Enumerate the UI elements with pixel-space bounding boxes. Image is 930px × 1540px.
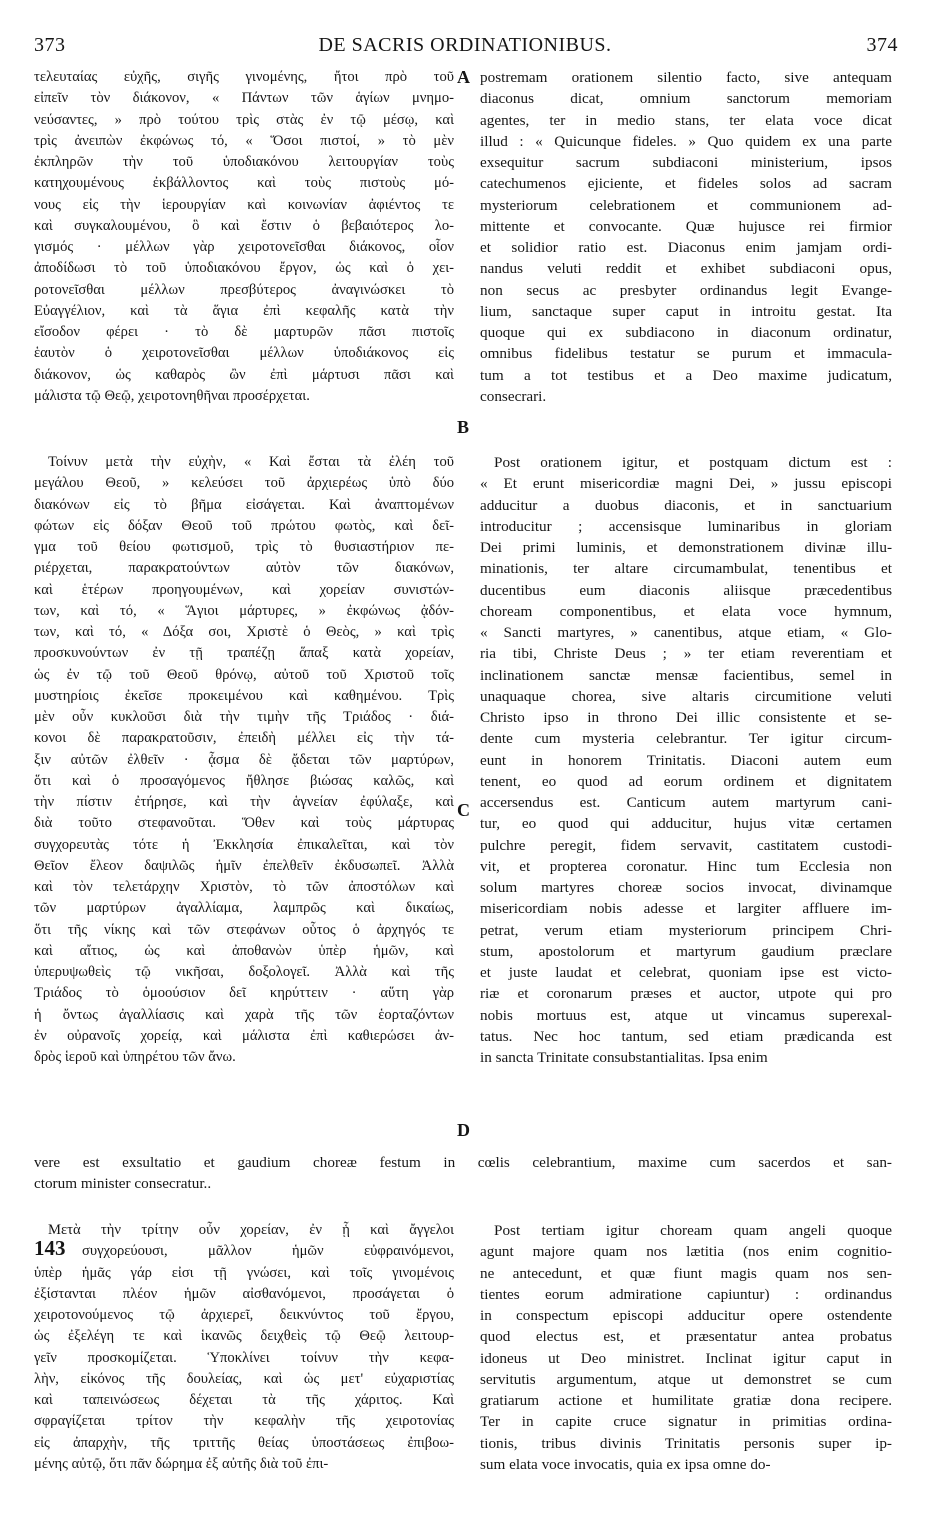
text-line: κατηχουμένους ἐκβάλλοντος καὶ τοὺς πιστοὺς μό-	[34, 175, 454, 192]
text-line: νεύσαντες, » πρὸ τούτου τρὶς στὰς ἐν τῷ μέσῳ, καὶ	[34, 111, 454, 128]
text-line: ὑπερυψωθεὶς τῷ νικῆσαι, δοξολογεῖ. Ἀλλὰ καὶ τῆς	[34, 964, 454, 980]
text-line: solum martyres choreæ socios invocat, divinamque	[480, 879, 892, 896]
text-line: mittente et convocante. Quæ hujusce rei firmior	[480, 217, 892, 235]
text-line: τελευταίας εὐχῆς, σιγῆς γινομένης, ἤτοι πρὸ τοῦ	[34, 69, 454, 85]
text-line: unaquaque chorea, sive altaris circumitione veluti	[480, 687, 892, 705]
text-line: quod electus est, et præsentatur antea probatus	[480, 1328, 892, 1346]
text-line: « Sancti martyres, » canentibus, atque etiam, « Glo-	[480, 624, 892, 641]
text-line: Post orationem igitur, et postquam dictum est :	[494, 454, 892, 471]
text-line: διὰ τοῦτο στεφανοῦται. Ὅθεν καὶ τοὺς μάρτυρας	[34, 815, 454, 832]
text-line: exsequitur sacrum subdiaconi ministerium, ipsos	[480, 154, 892, 171]
text-line: ἀποδίδωσι τὸ τοῦ ὑποδιακόνου ἔργον, ὡς καὶ ὁ χει-	[34, 260, 454, 277]
text-line: vere est exsultatio et gaudium choreæ festum in cœlis celebrantium, maxime cum sacerdos et san-	[34, 1154, 892, 1171]
section-number: 143	[34, 1236, 66, 1260]
text-line: μάλιστα τῷ Θεῷ, χειροτονηθῆναι προσέρχεται.	[34, 387, 310, 404]
text-line: Εὐαγγέλιον, καὶ τὰ ἅγια ἐπὶ κεφαλῆς κατὰ τὴν	[34, 302, 454, 319]
text-line: nobis mortuus est, atque ut vincamus superexal-	[480, 1006, 892, 1024]
text-line: καὶ συγκαλουμένου, ὃ καὶ ἔστιν ὁ βεβαιότερος λο-	[34, 217, 454, 234]
text-line: ἑαυτὸν ὁ χειροτονεῖσθαι μέλλων ὑποδιάκονος εἰς	[34, 345, 454, 362]
text-line: dente cum mysteria celebrantur. Ter igitur circum-	[480, 730, 892, 748]
margin-marker-d: D	[457, 1120, 470, 1140]
text-line: ne antecedunt, et quæ fiunt magis quam nos sen-	[480, 1264, 892, 1282]
latin-paragraph-2	[480, 452, 892, 1068]
text-line: εἴσοδον φέρει · τὸ δὲ μαρτυρῶν πᾶσι πιστοῖς	[34, 324, 454, 340]
text-line: συγχορευτὰς τότε ἡ Ἐκκλησία ἐπικαλεῖται, καὶ τὸν	[34, 836, 454, 853]
text-line: ὅτι τῆς νίκης καὶ τῶν στεφάνων οὗτος ὁ ἀρχηγός τε	[34, 921, 454, 938]
page-number-right: 374	[866, 34, 898, 56]
text-line: διάκονον, ὡς καθαρὸς ὢν ἐπὶ μάρτυσι πᾶσι καὶ	[34, 366, 454, 383]
text-line: in sancta Trinitate consubstantialitas. Ipsa enim	[480, 1049, 768, 1066]
text-line: μένης αὐτῷ, ὅτι πᾶν δώρημα ἐξ αὐτῆς διὰ τοῦ ἐπι-	[34, 1455, 329, 1472]
text-line: ἡ ὄντως ἀγαλλίασις καὶ χαρὰ τῆς τῶν ἑορταζόντων	[34, 1006, 454, 1023]
text-line: τρὶς ἀνειπὼν ἐκφώνως τό, « Ὅσοι πιστοί, » τὸ μὲν	[34, 132, 454, 149]
text-line: mysteriorum celebrationem et communionem ad-	[480, 196, 892, 214]
text-line: ὡς ἐξελέγη τε καὶ ἱκανῶς δειχθεὶς τῷ Θεῷ λειτουρ-	[34, 1328, 454, 1345]
text-line: διακόνων εἰς τὸ βῆμα εἰσάγεται. Καὶ ἀναπτομένων	[34, 496, 454, 513]
text-line: κονοι δὲ παρακρατοῦσιν, ἐπειδὴ μέλλει εἰς τὴν τά-	[34, 730, 454, 747]
text-line: inclinationem sanctæ mensæ facientibus, semel in	[480, 666, 892, 684]
text-line: καὶ ἑτέρων προηγουμένων, καὶ χορείαν συνιστών-	[34, 581, 454, 598]
text-line: eunt in honorem Trinitatis. Diaconi autem eum	[480, 751, 892, 769]
text-line: lium, sanctaque super caput in introitu gestat. Ita	[480, 302, 892, 320]
text-line: Τοίνυν μετὰ τὴν εὐχὴν, « Καὶ ἔσται τὰ ἐλέη τοῦ	[48, 454, 454, 470]
text-line: stum, apostolorum et martyrum gaudium præclare	[480, 942, 892, 960]
text-line: ἐν οὐρανοῖς χορείᾳ, καὶ μάλιστα ἐπὶ καθιερώσει ἀν-	[34, 1027, 454, 1044]
text-line: ὅτι καὶ ὁ προσαγόμενος ἤθλησε βιώσας καλῶς, καὶ	[34, 772, 454, 789]
text-line: λὴν, εἰκόνος τῆς δουλείας, καὶ ὡς μετ' εὐχαριστίας	[34, 1370, 454, 1387]
text-line: καὶ ταπεινώσεως δέχεται τὰ τῆς χάριτος. Καὶ	[34, 1392, 454, 1408]
text-line: gratiarum actione et humilitate gratiæ dona recipere.	[480, 1392, 892, 1409]
margin-marker-c: C	[457, 800, 470, 820]
greek-paragraph-3-second-line: συγχορεύουσι, μᾶλλον ἡμῶν εὐφραινόμενοι,	[82, 1243, 454, 1259]
text-line: καὶ τὸν τελετάρχην Χριστὸν, τὸ τῶν ἀποστόλων καὶ	[34, 879, 454, 895]
text-line: adducitur a duobus diaconis, et in sanctuarium	[480, 496, 892, 514]
greek-paragraph-1	[34, 67, 454, 407]
text-line: omnibus fidelibus testatur se purum et immacula-	[480, 345, 892, 363]
greek-paragraph-3-first-line: Μετὰ τὴν τρίτην οὖν χορείαν, ἐν ᾗ καὶ ἄγγελοι	[48, 1222, 454, 1238]
text-line: tenent, eo quod ad eorum ordinem et dignitatem	[480, 772, 892, 790]
text-line: idoneus ut Deo ministret. Inclinat igitur caput in	[480, 1349, 892, 1367]
text-line: προσκυνούντων ἐν τῇ τραπέζῃ ἅπαξ κατὰ χορείαν,	[34, 645, 454, 662]
text-line: tatus. Nec hoc tantum, sed etiam prædicanda est	[480, 1027, 892, 1045]
text-line: γμα τοῦ θείου φωτισμοῦ, τρὶς τὸ θυσιαστήριον πε-	[34, 539, 454, 555]
text-line: riæ et coronarum præses et auctor, utpote qui pro	[480, 985, 892, 1003]
text-line: ξιν αὐτῶν ἐλθεῖν · ᾆσμα δὲ ᾄδεται τῶν μαρτύρων,	[34, 751, 454, 768]
greek-paragraph-3	[34, 1263, 454, 1476]
text-line: εἰς ἀπαρχὴν, τῆς τριττῆς θείας ὑποστάσεως ἐπιβοω-	[34, 1434, 454, 1451]
text-line: nandus veluti reddit et exhibet subdiaconi opus,	[480, 260, 892, 278]
page-number-left: 373	[34, 34, 66, 56]
text-line: non secus ac presbyter ordinandus legit Evange-	[480, 281, 892, 299]
text-line: introducitur ; accensisque luminaribus in gloriam	[480, 517, 892, 535]
text-line: accersendus est. Canticum autem martyrum cani-	[480, 794, 892, 811]
text-line: servitutis argumentum, atque ut demonstret se cum	[480, 1370, 892, 1388]
text-line: diaconus dicat, omnium sanctorum memoriam	[480, 90, 892, 108]
text-line: choream componentibus, et elata voce hymnum,	[480, 602, 892, 620]
text-line: « Et erunt misericordiæ magni Dei, » jussu episcopi	[480, 475, 892, 493]
text-line: ducentibus eum diaconis aliisque præcedentibus	[480, 581, 892, 599]
text-line: agentes, ter in medio stans, ter elata voce dicat	[480, 111, 892, 129]
text-line: Τριάδος τὸ ὁμοούσιον δεῖ κηρύττειν · αὕτη γὰρ	[34, 985, 454, 1002]
latin-paragraph-1	[480, 67, 892, 407]
text-line: Christo ipso in throno Dei illic consistente et se-	[480, 709, 892, 726]
text-line: agunt majore quam nos lætitia (nos enim cognitio-	[480, 1243, 892, 1261]
text-line: των, καὶ τό, « Ἅγιοι μάρτυρες, » ἐκφώνως ᾀδόν-	[34, 602, 454, 619]
text-line: τῶν μαρτύρων ἀγαλλίαμα, λαμπρῶς καὶ δικαίως,	[34, 900, 454, 917]
text-line: Ter in capite cruce signatur in primitias ordina-	[480, 1413, 892, 1431]
running-title: DE SACRIS ORDINATIONIBUS.	[318, 34, 612, 56]
greek-paragraph-2	[34, 452, 454, 1068]
text-line: μὲν οὖν κυκλοῦσι διὰ τὴν τιμὴν τῆς Τριάδος · διά-	[34, 709, 454, 725]
text-line: ria tibi, Christe Deus ; » ter etiam reverentiam et	[480, 645, 892, 663]
text-line: φώτων εἰς δόξαν Θεοῦ τοῦ πρώτου φωτὸς, καὶ δεῖ-	[34, 517, 454, 534]
text-line: μεγάλου Θεοῦ, » κελεύσει τοῦ ἀρχιερέως ὑπὸ δύο	[34, 475, 454, 492]
text-line: Θεῖον ἔλεον δαψιλῶς ἡμῖν ἐπελθεῖν ἐκδυσωπεῖ. Ἀλλὰ	[34, 857, 454, 874]
text-line: ἐκπληρῶν τὴν τοῦ ὑποδιακόνου λειτουργίαν τοὺς	[34, 154, 454, 170]
text-line: γεῖν προσκομίζεται. Ὑποκλίνει τοίνυν τὴν κεφα-	[34, 1349, 454, 1366]
text-line: ριέρχεται, παρακρατούντων αὐτὸν τῶν διακόνων,	[34, 560, 454, 577]
text-line: pulchre peregit, fidem servavit, castitatem custodi-	[480, 836, 892, 854]
text-line: tientes eorum admiratione capiuntur) : ordinandus	[480, 1285, 892, 1303]
text-line: ἐξίστανται πλέον ἡμῶν αἰσθανόμενοι, προσάγεται ὁ	[34, 1285, 454, 1302]
text-line: Post tertiam igitur choream quam angeli quoque	[494, 1222, 892, 1239]
text-line: δρὸς ἱεροῦ καὶ ὑπηρέτου τῶν ἄνω.	[34, 1049, 236, 1065]
margin-marker-a: A	[457, 67, 470, 87]
text-line: postremam orationem silentio facto, sive antequam	[480, 69, 892, 86]
latin-paragraph-3	[480, 1220, 892, 1475]
text-line: γισμός · μέλλων γὰρ χειροτονεῖσθαι διάκονος, οἷον	[34, 239, 454, 255]
text-line: et solidior ratio est. Diaconus enim jamjam ordi-	[480, 239, 892, 256]
text-line: et juste laudat et celebrat, quoniam ipse est victo-	[480, 964, 892, 981]
text-line: misericordiam nobis adesse et largiter affluere im-	[480, 900, 892, 918]
text-line: μυστηρίοις ἐκεῖσε προκειμένου καὶ καθημένου. Τρὶς	[34, 687, 454, 704]
text-line: ctorum minister consecratur..	[34, 1175, 212, 1193]
text-line: in conspectum episcopi adducitur opere ostendente	[480, 1307, 892, 1324]
full-width-paragraph	[34, 1152, 892, 1195]
text-line: catechumenos ejiciente, et fideles solos ad sacram	[480, 175, 892, 193]
text-line: εἰπεῖν τὸν διάκονον, « Πάντων τῶν ἁγίων μνημο-	[34, 90, 454, 107]
text-line: tur, eo quod qui adducitur, hujus vitæ certamen	[480, 815, 892, 833]
margin-marker-b: B	[457, 417, 470, 437]
text-line: minationis, ter altare circumambulat, tenentibus et	[480, 560, 892, 578]
text-line: νους εἰς τὴν ἱερουργίαν καὶ κοινωνίαν ἀφιέντος τε	[34, 196, 454, 213]
text-line: vit, et propterea coronatur. Hinc tum Ecclesia non	[480, 857, 892, 875]
text-line: tum a tot testibus et a Deo maxime judicatum,	[480, 366, 892, 384]
text-line: τὴν πίστιν ἐτήρησε, καὶ τὴν ἁγνείαν ἐφύλαξε, καὶ	[34, 794, 454, 810]
text-line: ροτονεῖσθαι μέλλων πρεσβύτερος ἀναγινώσκει τὸ	[34, 281, 454, 298]
text-line: illud : « Quicunque fideles. » Quo quidem ex una parte	[480, 132, 892, 150]
text-line: ὡς ἐν τῷ τοῦ Θεοῦ θρόνῳ, αὐτοῦ τοῦ Χριστοῦ τοῖς	[34, 666, 454, 683]
text-line: Dei primi luminis, et demonstrationem divinæ illu-	[480, 539, 892, 556]
text-line: sum elata voce invocatis, quia ex ipsa omne do-	[480, 1455, 771, 1473]
text-line: χειροτονούμενος τῷ ἀρχιερεῖ, δεικνύντος τοῦ ἔργου,	[34, 1307, 454, 1323]
text-line: quoque qui ex subdiacono in diaconum ordinatur,	[480, 324, 892, 341]
text-line: των, καὶ τό, « Δόξα σοι, Χριστὲ ὁ Θεὸς, » καὶ τρὶς	[34, 624, 454, 640]
text-line: consecrari.	[480, 387, 547, 405]
text-line: ὑπὲρ ἡμᾶς γάρ εἰσι τῇ γνώσει, καὶ τοῖς γινομένοις	[34, 1264, 454, 1281]
text-line: petrat, verum etiam mysteriorum principem Chri-	[480, 921, 892, 939]
text-line: σφραγίζεται τρίτον τὴν κεφαλὴν τῆς χειροτονίας	[34, 1413, 454, 1430]
text-line: tionis, tribus divinis Trinitatis personis super ip-	[480, 1434, 892, 1452]
text-line: καὶ αἴτιος, ὡς καὶ ἀποθανὼν ὑπὲρ ἡμῶν, καὶ	[34, 942, 454, 959]
